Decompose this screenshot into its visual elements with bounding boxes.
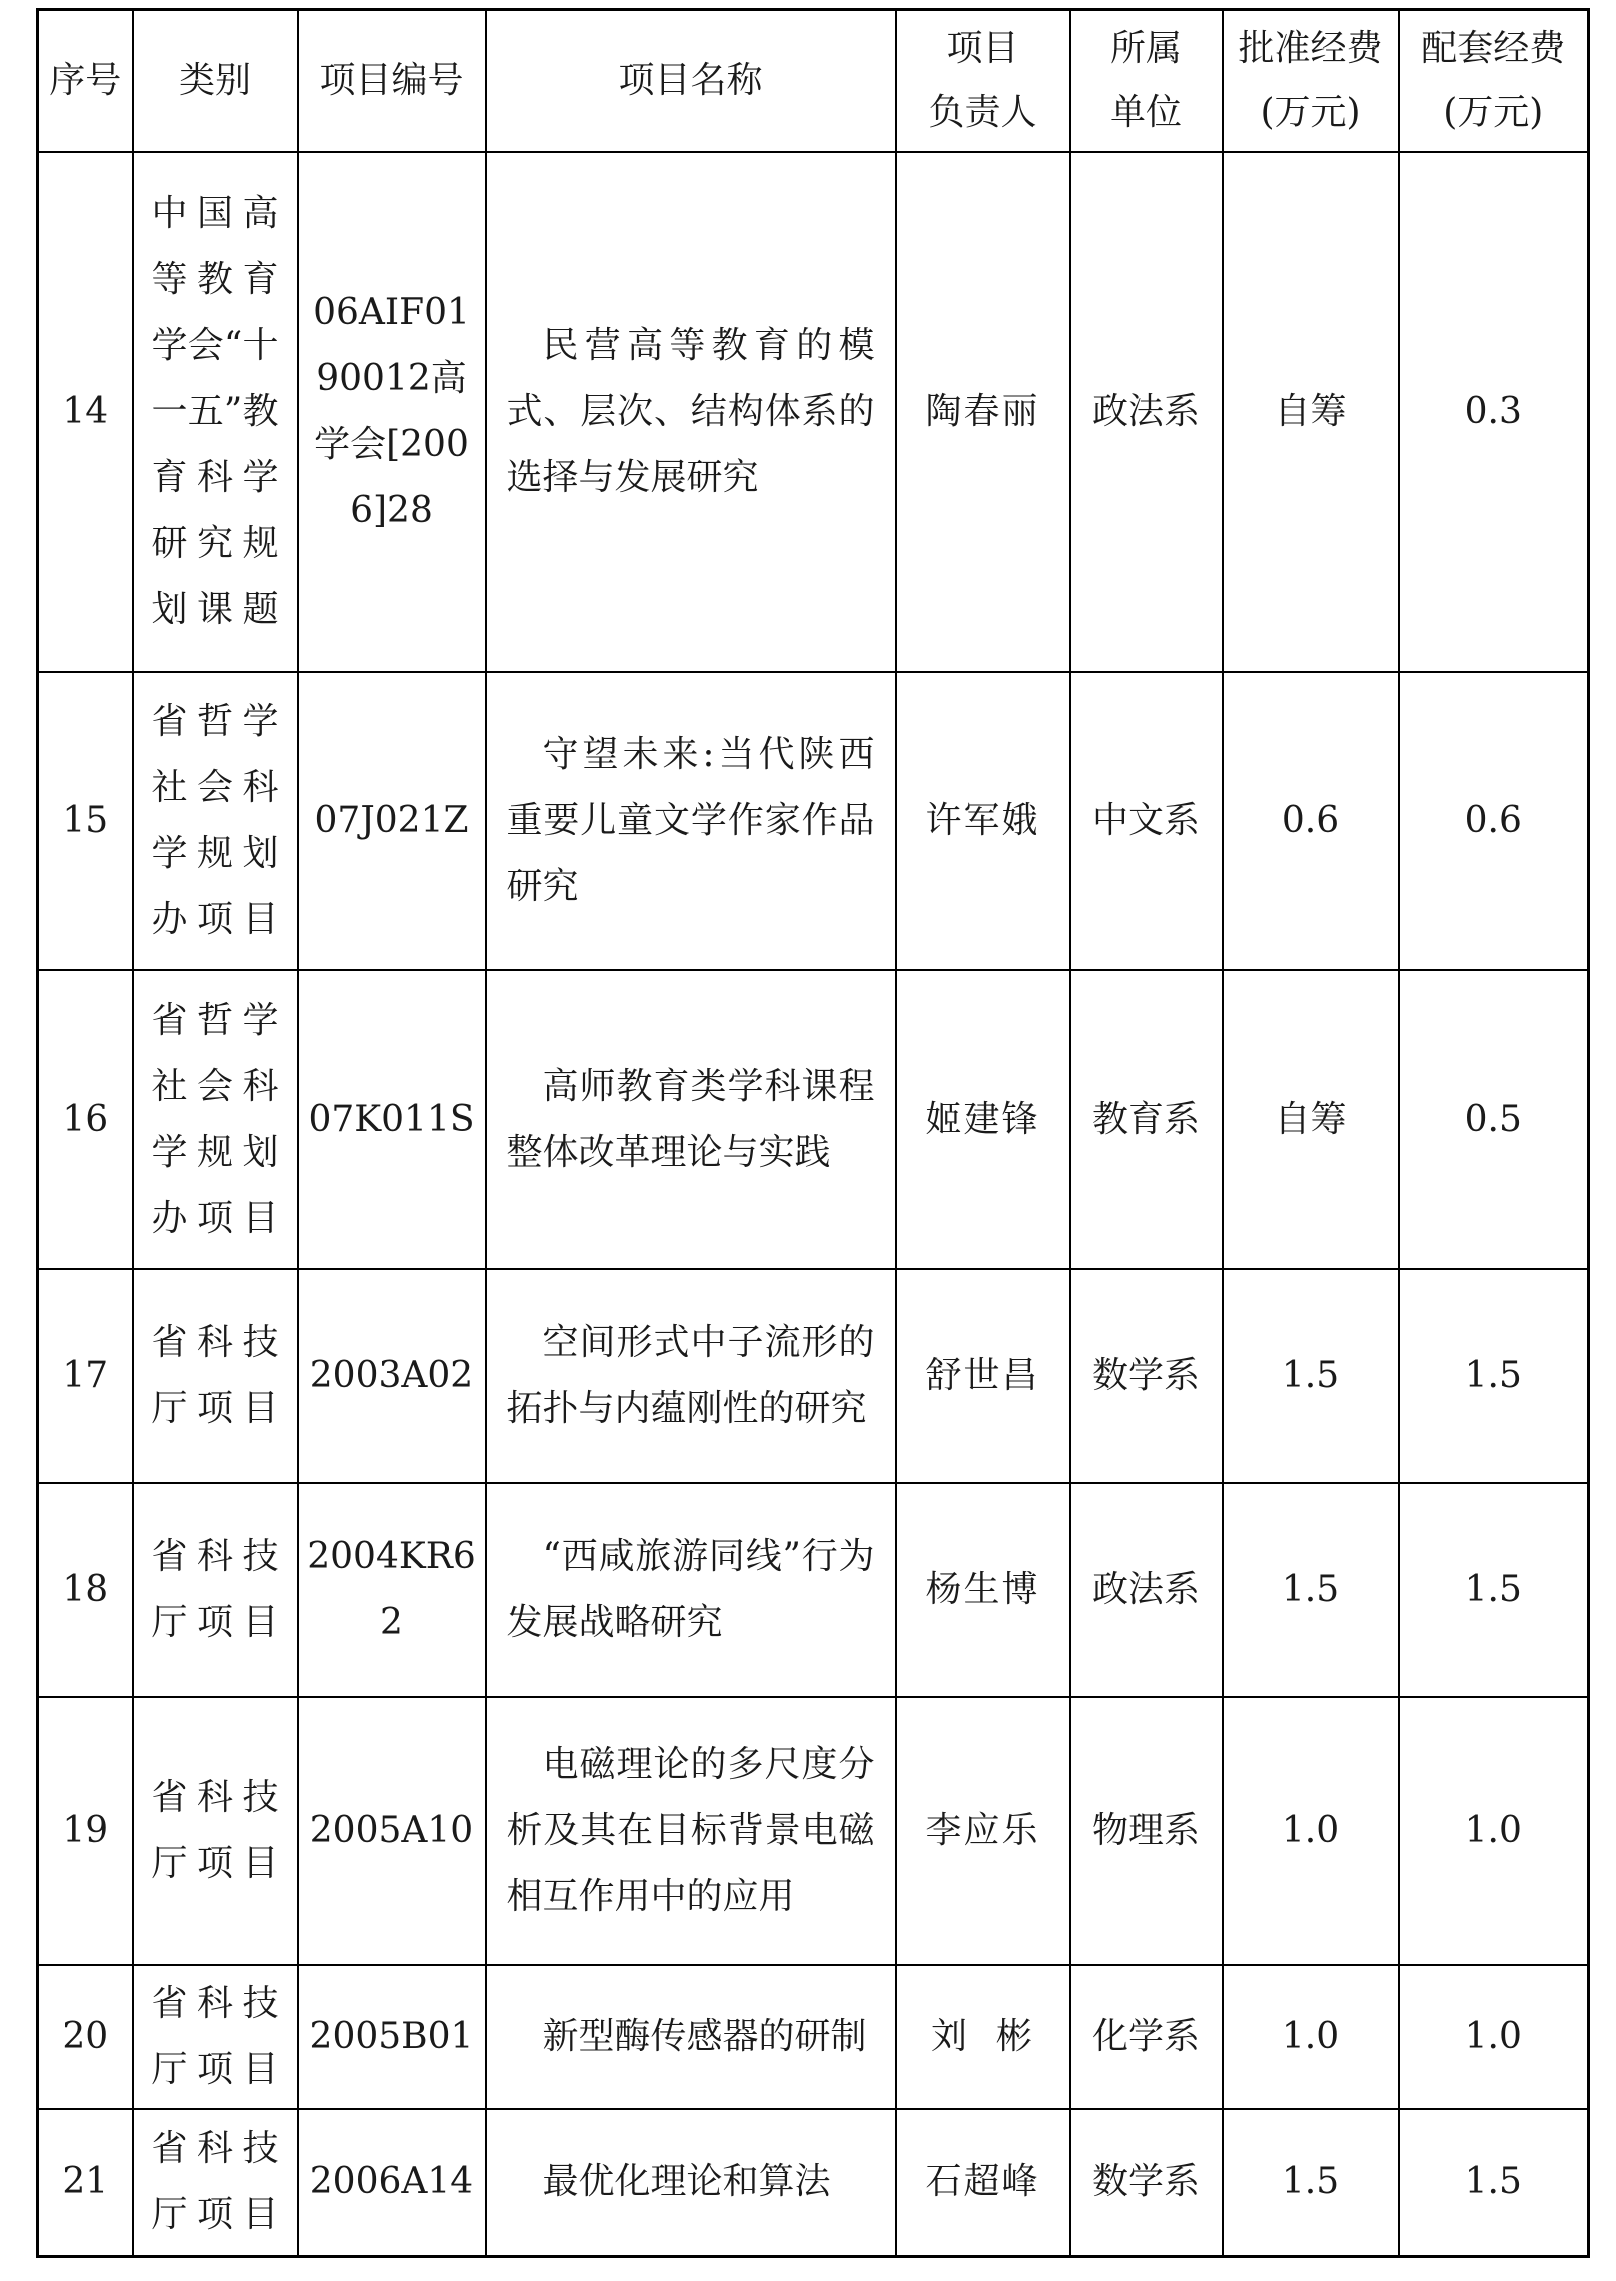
header-row [38, 10, 1589, 152]
cell-approved: 1.5 [1223, 1483, 1399, 1697]
cell-matching: 0.6 [1399, 672, 1589, 970]
cell-leader: 李应乐 [896, 1697, 1070, 1965]
header-name: 项目名称 [486, 10, 896, 152]
cell-seq: 19 [38, 1697, 133, 1965]
table-row-16 [38, 970, 1589, 1268]
cell-leader: 陶春丽 [896, 152, 1070, 673]
cell-matching: 1.5 [1399, 2109, 1589, 2257]
cell-matching: 1.0 [1399, 1965, 1589, 2109]
cell-seq: 14 [38, 152, 133, 673]
cell-seq: 20 [38, 1965, 133, 2109]
cell-code: 2004KR62 [298, 1483, 486, 1697]
project-table [36, 8, 1590, 2258]
cell-leader: 许军娥 [896, 672, 1070, 970]
cell-approved: 1.0 [1223, 1697, 1399, 1965]
cell-category: 省科技厅项目 [133, 1269, 298, 1483]
header-code: 项目编号 [298, 10, 486, 152]
cell-code: 2005A10 [298, 1697, 486, 1965]
cell-code: 2003A02 [298, 1269, 486, 1483]
cell-unit: 数学系 [1070, 1269, 1223, 1483]
cell-approved: 0.6 [1223, 672, 1399, 970]
cell-name: 高师教育类学科课程整体改革理论与实践 [486, 970, 896, 1268]
cell-seq: 18 [38, 1483, 133, 1697]
cell-leader: 舒世昌 [896, 1269, 1070, 1483]
cell-category: 省哲学社会科学规划办项目 [133, 970, 298, 1268]
cell-seq: 21 [38, 2109, 133, 2257]
cell-category: 省科技厅项目 [133, 1697, 298, 1965]
cell-unit: 教育系 [1070, 970, 1223, 1268]
table-row-14 [38, 152, 1589, 673]
header-approved: 批准经费 (万元) [1223, 10, 1399, 152]
table-row-19 [38, 1697, 1589, 1965]
cell-leader: 刘 彬 [896, 1965, 1070, 2109]
cell-matching: 0.3 [1399, 152, 1589, 673]
cell-matching: 1.0 [1399, 1697, 1589, 1965]
cell-approved: 自筹 [1223, 970, 1399, 1268]
header-category: 类别 [133, 10, 298, 152]
table-row-17 [38, 1269, 1589, 1483]
cell-unit: 政法系 [1070, 1483, 1223, 1697]
cell-matching: 0.5 [1399, 970, 1589, 1268]
header-leader: 项目 负责人 [896, 10, 1070, 152]
cell-approved: 1.0 [1223, 1965, 1399, 2109]
cell-seq: 16 [38, 970, 133, 1268]
cell-approved: 1.5 [1223, 1269, 1399, 1483]
header-unit: 所属 单位 [1070, 10, 1223, 152]
header-seq: 序号 [38, 10, 133, 152]
cell-approved: 1.5 [1223, 2109, 1399, 2257]
cell-unit: 中文系 [1070, 672, 1223, 970]
cell-name: 新型酶传感器的研制 [486, 1965, 896, 2109]
cell-leader: 石超峰 [896, 2109, 1070, 2257]
cell-name: 守望未来:当代陕西重要儿童文学作家作品研究 [486, 672, 896, 970]
cell-approved: 自筹 [1223, 152, 1399, 673]
cell-code: 07J021Z [298, 672, 486, 970]
cell-category: 中国高等教育学会“十一五”教育科学研究规划课题 [133, 152, 298, 673]
cell-category: 省科技厅项目 [133, 2109, 298, 2257]
header-matching: 配套经费 (万元) [1399, 10, 1589, 152]
cell-unit: 化学系 [1070, 1965, 1223, 2109]
cell-name: 民营高等教育的模式、层次、结构体系的选择与发展研究 [486, 152, 896, 673]
cell-code: 2005B01 [298, 1965, 486, 2109]
cell-matching: 1.5 [1399, 1269, 1589, 1483]
document-page [36, 8, 1587, 2258]
table-row-18 [38, 1483, 1589, 1697]
cell-unit: 数学系 [1070, 2109, 1223, 2257]
cell-code: 2006A14 [298, 2109, 486, 2257]
table-row-21 [38, 2109, 1589, 2257]
cell-category: 省科技厅项目 [133, 1483, 298, 1697]
cell-category: 省哲学社会科学规划办项目 [133, 672, 298, 970]
table-row-20 [38, 1965, 1589, 2109]
cell-code: 06AIF0190012高学会[2006]28 [298, 152, 486, 673]
cell-leader: 姬建锋 [896, 970, 1070, 1268]
cell-category: 省科技厅项目 [133, 1965, 298, 2109]
cell-code: 07K011S [298, 970, 486, 1268]
cell-name: 最优化理论和算法 [486, 2109, 896, 2257]
cell-name: 空间形式中子流形的拓扑与内蕴刚性的研究 [486, 1269, 896, 1483]
cell-unit: 政法系 [1070, 152, 1223, 673]
cell-unit: 物理系 [1070, 1697, 1223, 1965]
table-row-15 [38, 672, 1589, 970]
cell-name: “西咸旅游同线”行为发展战略研究 [486, 1483, 896, 1697]
cell-seq: 17 [38, 1269, 133, 1483]
cell-seq: 15 [38, 672, 133, 970]
cell-name: 电磁理论的多尺度分析及其在目标背景电磁相互作用中的应用 [486, 1697, 896, 1965]
cell-matching: 1.5 [1399, 1483, 1589, 1697]
cell-leader: 杨生博 [896, 1483, 1070, 1697]
